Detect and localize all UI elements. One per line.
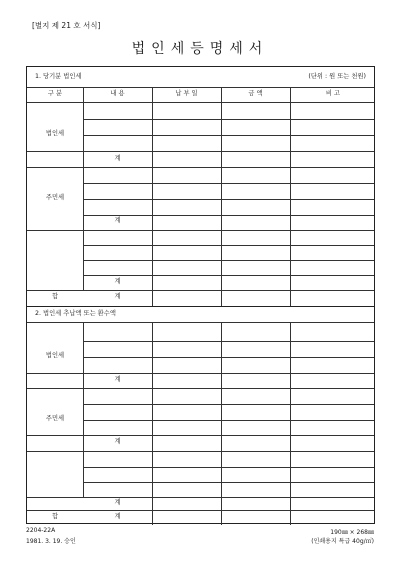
corporate-tax-label: 법인세 xyxy=(45,352,65,359)
header-category: 구 분 xyxy=(47,90,63,97)
form-number: [별지 제 21 호 서식] xyxy=(32,21,101,30)
resident-tax-label: 주민세 xyxy=(45,415,65,422)
subtotal-label: 계 xyxy=(114,217,121,224)
subtotal-label: 계 xyxy=(114,155,121,162)
subtotal-label: 계 xyxy=(114,499,121,506)
approval-date: 1981. 3. 19. 승인 xyxy=(26,538,76,545)
resident-tax-label: 주민세 xyxy=(45,194,65,201)
header-content: 내 용 xyxy=(110,90,125,97)
unit-note: (단위 : 원 또는 천원) xyxy=(308,73,366,80)
total-label: 합 xyxy=(51,513,59,520)
section1-title: 1. 당기분 법인세 xyxy=(35,73,82,80)
tax-statement-form xyxy=(26,66,375,524)
section2-title: 2. 법인세 추납액 또는 환수액 xyxy=(35,310,116,317)
header-remarks: 비 고 xyxy=(325,90,341,97)
header-payment-date: 납 부 일 xyxy=(175,90,198,97)
corporate-tax-label: 법인세 xyxy=(45,130,65,137)
total-label: 합 xyxy=(51,293,59,300)
total-label: 계 xyxy=(114,293,121,300)
total-label: 계 xyxy=(114,513,121,520)
form-code: 2204-22A xyxy=(26,527,56,534)
paper-size: 190㎜ × 268㎜ xyxy=(330,529,374,536)
header-amount: 금 액 xyxy=(248,90,263,97)
page-title: 법인세등명세서 xyxy=(131,41,269,57)
subtotal-label: 계 xyxy=(114,376,121,383)
subtotal-label: 계 xyxy=(114,438,121,445)
paper-spec: (인쇄용지 특급 40g/㎡) xyxy=(311,538,374,545)
subtotal-label: 계 xyxy=(114,278,121,285)
